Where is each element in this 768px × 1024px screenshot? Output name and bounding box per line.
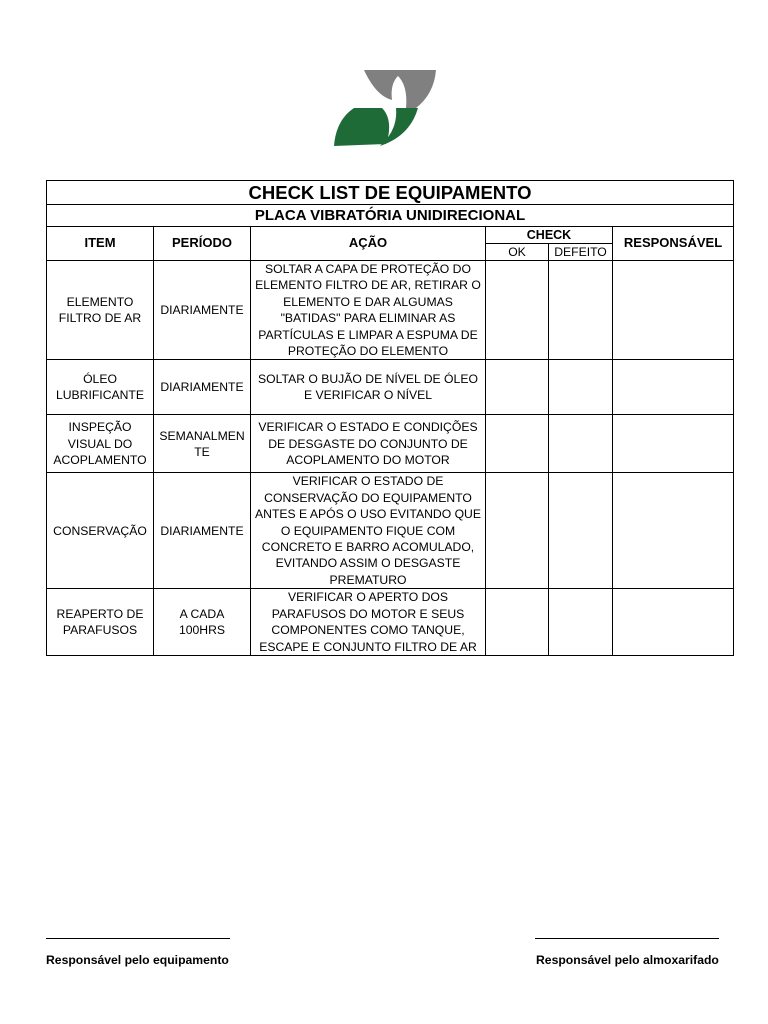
defeito-cell[interactable] [549,360,613,415]
row-acao: VERIFICAR O ESTADO E CONDIÇÕES DE DESGASTE DO CONJUNTO DE ACOPLAMENTO DO MOTOR [251,415,486,473]
row-acao: VERIFICAR O ESTADO DE CONSERVAÇÃO DO EQUIPAMENTO ANTES E APÓS O USO EVITANDO QUE O EQUIPAMENTO FIQUE COM CONCRETO E BARRO ACOMULADO, EVITANDO ASSIM O DESGASTE PREMATURO [251,473,486,589]
responsavel-cell[interactable] [613,360,734,415]
row-periodo: DIARIAMENTE [154,261,251,360]
signature-label-left: Responsável pelo equipamento [46,953,229,967]
responsavel-cell[interactable] [613,589,734,656]
checklist-title: CHECK LIST DE EQUIPAMENTO [47,181,734,205]
header-periodo: PERÍODO [154,227,251,261]
row-periodo: SEMANALMENTE [154,415,251,473]
defeito-cell[interactable] [549,473,613,589]
ok-cell[interactable] [486,261,549,360]
company-logo [318,46,448,166]
header-defeito: DEFEITO [549,244,613,261]
header-ok: OK [486,244,549,261]
responsavel-cell[interactable] [613,473,734,589]
responsavel-cell[interactable] [613,415,734,473]
row-item: REAPERTO DE PARAFUSOS [47,589,154,656]
ok-cell[interactable] [486,589,549,656]
logo-gray-shape [364,70,436,108]
ok-cell[interactable] [486,360,549,415]
header-acao: AÇÃO [251,227,486,261]
checklist-table [46,180,734,656]
table-row [47,360,734,415]
row-acao: SOLTAR A CAPA DE PROTEÇÃO DO ELEMENTO FILTRO DE AR, RETIRAR O ELEMENTO E DAR ALGUMAS "BATIDAS" PARA ELIMINAR AS PARTÍCULAS E LIMPAR A ESPUMA DE PROTEÇÃO DO ELEMENTO [251,261,486,360]
responsavel-cell[interactable] [613,261,734,360]
row-periodo: DIARIAMENTE [154,360,251,415]
row-item: ÓLEO LUBRIFICANTE [47,360,154,415]
row-item: CONSERVAÇÃO [47,473,154,589]
defeito-cell[interactable] [549,589,613,656]
table-row [47,261,734,360]
signature-label-right: Responsável pelo almoxarifado [536,953,719,967]
table-row [47,415,734,473]
row-acao: SOLTAR O BUJÃO DE NÍVEL DE ÓLEO E VERIFICAR O NÍVEL [251,360,486,415]
row-item: INSPEÇÃO VISUAL DO ACOPLAMENTO [47,415,154,473]
row-periodo: A CADA 100HRS [154,589,251,656]
equipment-subtitle: PLACA VIBRATÓRIA UNIDIRECIONAL [47,205,734,227]
logo-green-shape [334,108,418,146]
ok-cell[interactable] [486,473,549,589]
defeito-cell[interactable] [549,415,613,473]
defeito-cell[interactable] [549,261,613,360]
table-row [47,589,734,656]
table-row [47,473,734,589]
ok-cell[interactable] [486,415,549,473]
header-item: ITEM [47,227,154,261]
header-responsavel: RESPONSÁVEL [613,227,734,261]
row-periodo: DIARIAMENTE [154,473,251,589]
row-acao: VERIFICAR O APERTO DOS PARAFUSOS DO MOTOR E SEUS COMPONENTES COMO TANQUE, ESCAPE E CONJUNTO FILTRO DE AR [251,589,486,656]
header-check: CHECK [486,227,613,244]
row-item: ELEMENTO FILTRO DE AR [47,261,154,360]
signature-line-left [46,938,230,939]
signature-line-right [535,938,719,939]
